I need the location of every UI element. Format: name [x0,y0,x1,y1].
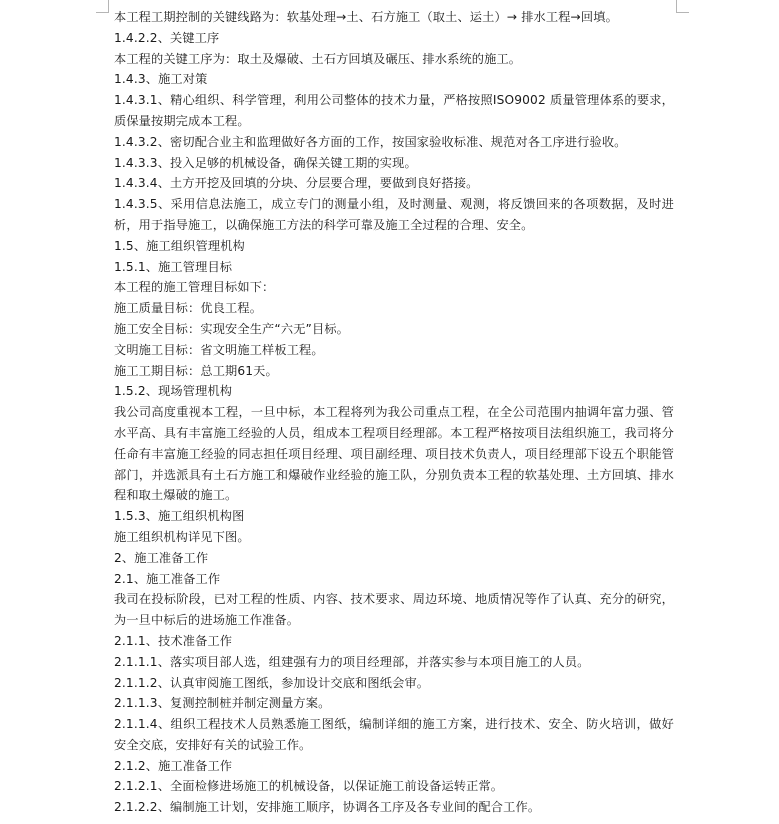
text-line: 施工组织机构详见下图。 [114,529,250,544]
text-line: 本工程的关键工序为：取土及爆破、土石方回填及碾压、排水系统的施工。 [114,51,522,66]
text-line: 1.4.3.1、精心组织、科学管理，利用公司整体的技术力量，严格按照ISO9002 质量管理体系的要求， [114,93,674,108]
text-line: 1.4.3.5、采用信息法施工，成立专门的测量小组，及时测量、观测，将反馈回来的各项数据，及时进 [114,197,674,212]
section-heading: 1.4.2.2、关键工序 [114,30,220,45]
text-line: 1.4.3.3、投入足够的机械设备，确保关键工期的实现。 [114,155,417,170]
text-line: 我公司高度重视本工程，一旦中标，本工程将列为我公司重点工程，在全公司范围内抽调年富力强、管 [114,405,674,420]
document-page [114,7,674,818]
text-line: 文明施工目标：省文明施工样板工程。 [114,342,324,357]
text-line: 2.1.1.2、认真审阅施工图纸，参加设计交底和图纸会审。 [114,675,430,690]
text-line: 本工程的施工管理目标如下： [114,280,275,295]
text-line: 1.4.3.4、土方开挖及回填的分块、分层要合理，要做到良好搭接。 [114,176,479,191]
section-heading: 1.5、施工组织管理机构 [114,238,245,253]
text-line: 2.1.2.2、编制施工计划，安排施工顺序，协调各工序及各专业间的配合工作。 [114,800,541,815]
section-heading: 1.5.2、现场管理机构 [114,384,233,399]
text-line: 部门，并选派具有土石方施工和爆破作业经验的施工队，分别负责本工程的软基处理、土方回填、排水 [114,467,674,482]
text-line: 析，用于指导施工，以确保施工方法的科学可靠及施工全过程的合理、安全。 [114,217,534,232]
text-line: 质保量按期完成本工程。 [114,113,250,128]
text-line: 施工质量目标：优良工程。 [114,301,263,316]
page-corner-mark-left [96,0,109,13]
text-line: 施工安全目标：实现安全生产“六无”目标。 [114,321,350,336]
text-line: 施工工期目标：总工期61天。 [114,363,278,378]
text-line: 本工程工期控制的关键线路为：软基处理→土、石方施工（取土、运土）→ 排水工程→回填。 [114,10,618,24]
text-line: 2.1.1.1、落实项目部人选，组建强有力的项目经理部，并落实参与本项目施工的人员。 [114,654,590,669]
text-line: 为一旦中标后的进场施工作准备。 [114,613,300,628]
section-heading: 2.1、施工准备工作 [114,571,221,586]
text-line: 2.1.2.1、全面检修进场施工的机械设备，以保证施工前设备运转正常。 [114,779,504,794]
section-heading: 1.5.1、施工管理目标 [114,259,233,274]
section-heading: 1.5.3、施工组织机构图 [114,509,245,524]
text-line: 2.1.1.4、组织工程技术人员熟悉施工图纸，编制详细的施工方案，进行技术、安全、防火培训，做好 [114,717,674,732]
text-line: 安全交底，安排好有关的试验工作。 [114,737,312,752]
section-heading: 1.4.3、施工对策 [114,72,208,87]
text-line: 程和取土爆破的施工。 [114,488,238,503]
section-heading: 2.1.2、施工准备工作 [114,758,233,773]
text-line: 2.1.1.3、复测控制桩并制定测量方案。 [114,696,331,711]
text-line: 任命有丰富施工经验的同志担任项目经理、项目副经理、项目技术负责人，项目经理部下设五个职能管 [114,446,674,461]
text-line: 1.4.3.2、密切配合业主和监理做好各方面的工作，按国家验收标准、规范对各工序进行验收。 [114,134,627,149]
text-line: 我司在投标阶段，已对工程的性质、内容、技术要求、周边环境、地质情况等作了认真、充分的研究， [114,592,674,607]
text-line: 水平高、具有丰富施工经验的人员，组成本工程项目经理部。本工程严格按项目法组织施工，我司将分 [114,425,674,440]
section-heading: 2、施工准备工作 [114,550,209,565]
section-heading: 2.1.1、技术准备工作 [114,633,233,648]
page-corner-mark-right [676,0,689,13]
